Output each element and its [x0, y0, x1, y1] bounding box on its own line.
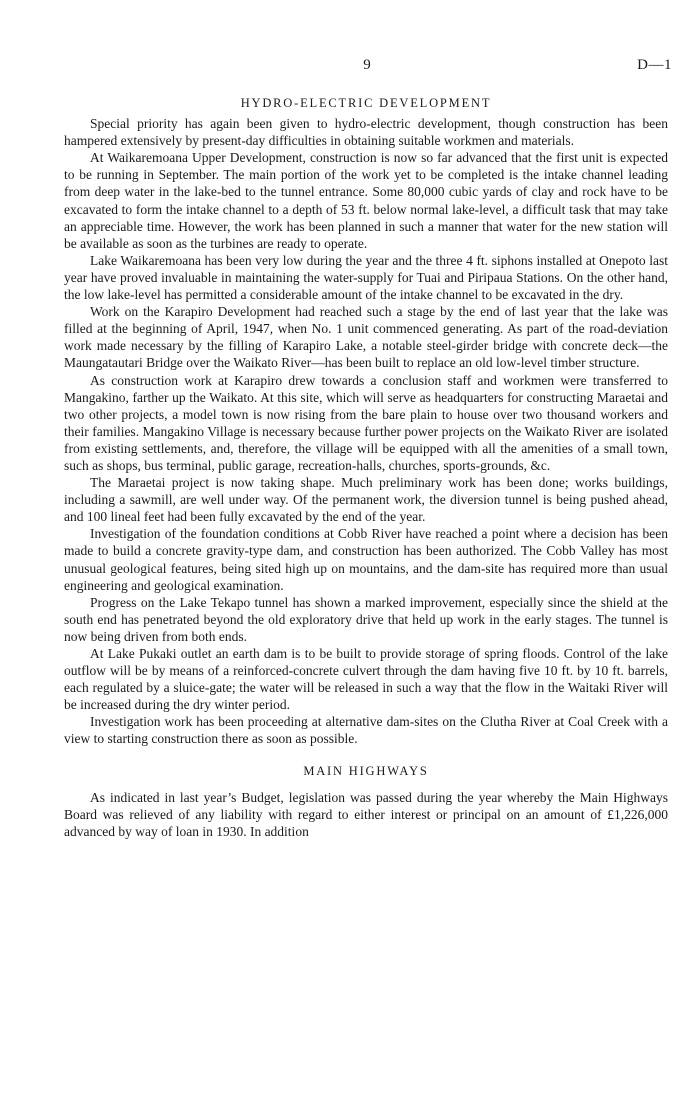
- section-code: D—1: [637, 57, 672, 73]
- paragraph: Special priority has again been given to hydro-electric development, though construction has been hampered extensively by present-day difficulties in obtaining suitable workmen and materials.: [64, 116, 668, 149]
- paragraph: As indicated in last year’s Budget, legislation was passed during the year whereby the Main Highways Board was relieved of any liability with regard to either interest or principal on an amount of £1,226,000 advanced by way of loan in 1930. In addition: [64, 789, 668, 839]
- paragraph: Lake Waikaremoana has been very low during the year and the three 4 ft. siphons installed at Onepoto last year have proved invaluable in maintaining the water-supply for Tuai and Piripaua Stations. On the other hand, the low lake-level has permitted a considerable amount of the intake channel to be excavated in the dry.: [64, 252, 668, 303]
- page-number: 9: [363, 57, 371, 73]
- section-main-highways: [64, 763, 668, 840]
- section-hydro-electric: [64, 95, 668, 748]
- page-header: [62, 57, 672, 77]
- paragraph: At Lake Pukaki outlet an earth dam is to be built to provide storage of spring floods. Control of the lake outflow will be by means of a reinforced-concrete culvert through the dam having five 10 ft. by 10 ft. barrels, each regulated by a sluice-gate; the water will be released in such a way that the flow in the Waitaki River will be increased during the dry winter period.: [64, 646, 668, 713]
- paragraph: The Maraetai project is now taking shape. Much preliminary work has been done; works buildings, including a sawmill, are well under way. Of the permanent work, the diversion tunnel is being pushed ahead, and 100 lineal feet had been fully excavated by the end of the year.: [64, 475, 668, 525]
- paragraph: As construction work at Karapiro drew towards a conclusion staff and workmen were transferred to Mangakino, farther up the Waikato. At this site, which will serve as headquarters for constructing Maraetai and two other projects, a model town is now rising from the bare plain to house over two thousand workers and their families. Mangakino Village is necessary because further power projects on the Waikato River are isolated from existing settlements, and, therefore, the village will be equipped with all the amenities of a small town, such as shops, bus terminal, public garage, recreation-halls, churches, sports-grounds, &c.: [64, 372, 668, 473]
- paragraph: Progress on the Lake Tekapo tunnel has shown a marked improvement, especially since the shield at the south end has penetrated beyond the old exploratory drive that held up work in the early stages. The tunnel is now being driven from both ends.: [64, 594, 668, 644]
- section-heading: MAIN HIGHWAYS: [303, 763, 429, 778]
- page-body: [64, 95, 668, 840]
- paragraph: Investigation of the foundation conditions at Cobb River have reached a point where a decision has been made to build a concrete gravity-type dam, and construction has been authorized. The Cobb Valley has most unusual geological features, being sited high up on mountains, and the dam-site has required more than usual engineering and geological examination.: [64, 526, 668, 593]
- paragraph: At Waikaremoana Upper Development, construction is now so far advanced that the first unit is expected to be running in September. The main portion of the work yet to be completed is the intake channel leading from deep water in the lake-bed to the tunnel entrance. Some 80,000 cubic yards of clay and rock have to be excavated to form the intake channel to a depth of 53 ft. below normal lake-level, a difficult task that may take an appreciable time. However, the work has been planned in such a manner that water for the new station will be available as soon as the turbines are ready to operate.: [64, 150, 668, 251]
- section-heading: HYDRO-ELECTRIC DEVELOPMENT: [240, 96, 492, 110]
- paragraph: Investigation work has been proceeding at alternative dam-sites on the Clutha River at Coal Creek with a view to starting construction there as soon as possible.: [64, 714, 668, 747]
- paragraph: Work on the Karapiro Development had reached such a stage by the end of last year that the lake was filled at the beginning of April, 1947, when No. 1 unit commenced generating. As part of the road-deviation work made necessary by the filling of Karapiro Lake, a notable steel-girder bridge with concrete deck—the Maungatautari Bridge over the Waikato River—has been built to replace an old low-level timber structure.: [64, 304, 668, 371]
